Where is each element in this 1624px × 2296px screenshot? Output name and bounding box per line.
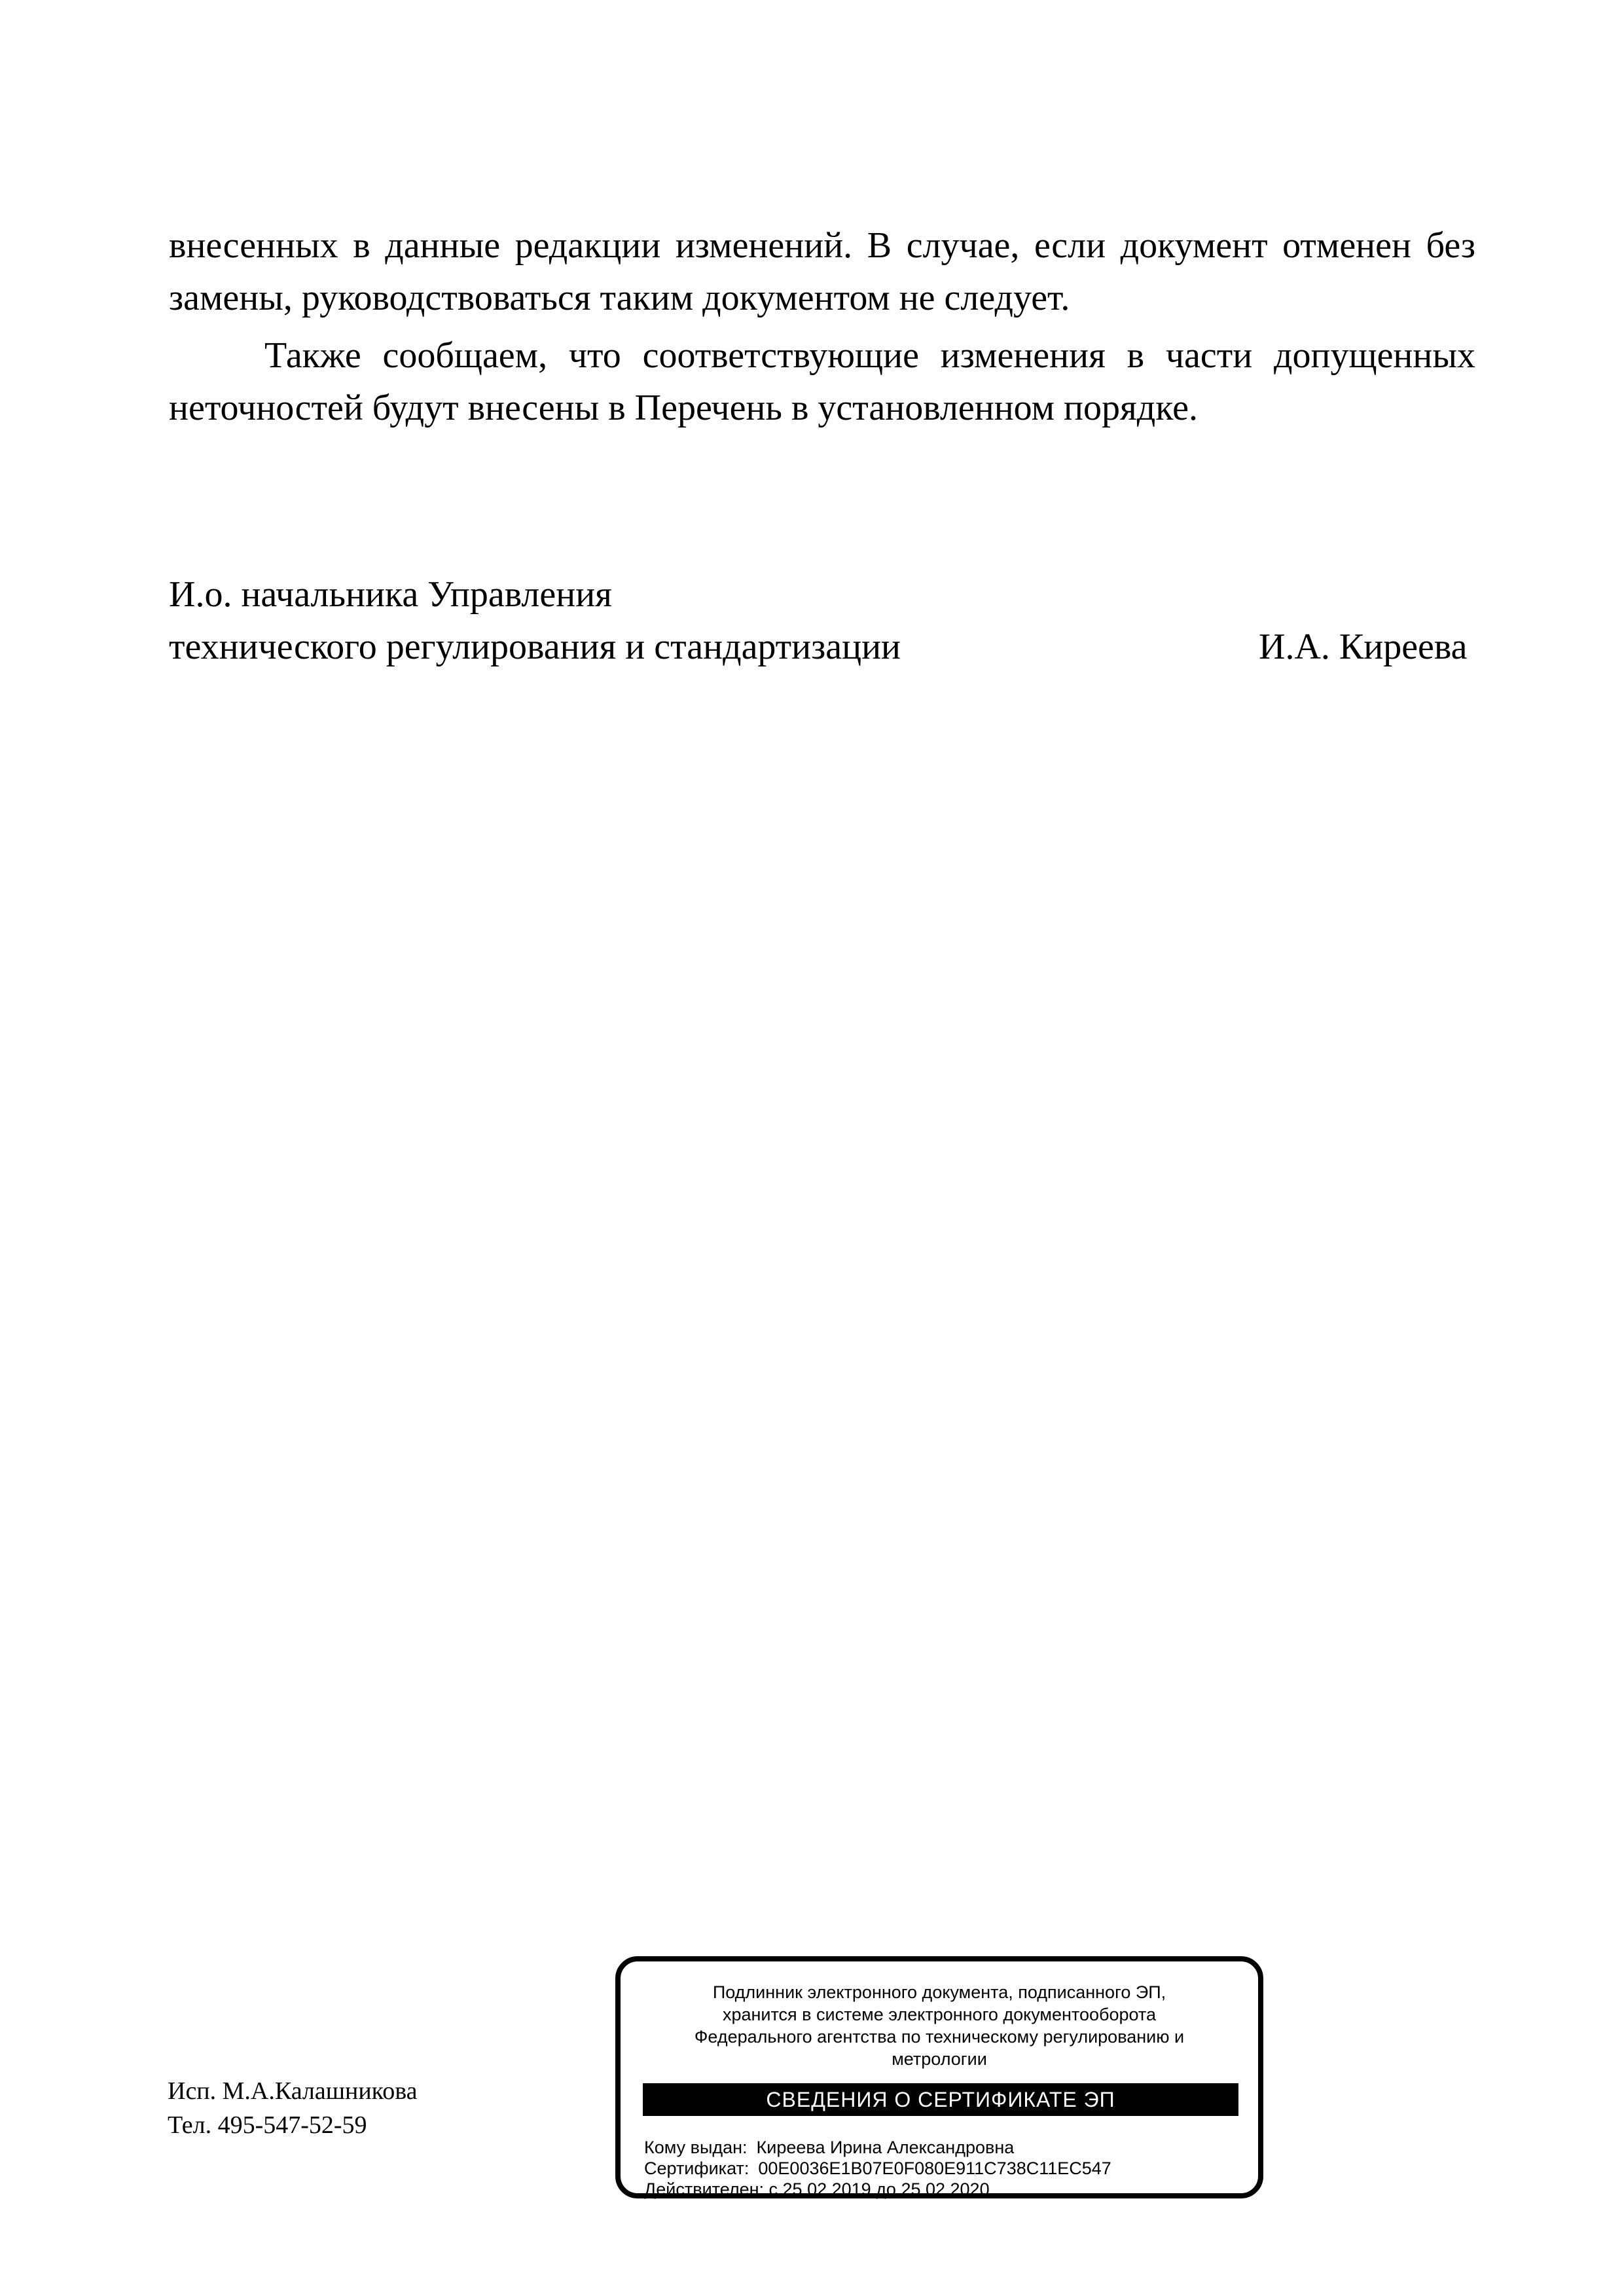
- stamp-issued-to-label: Кому выдан:: [644, 2138, 748, 2157]
- signatory-name: И.А. Киреева: [1259, 627, 1468, 667]
- stamp-header-line-1: Подлинник электронного документа, подписанного ЭП,: [712, 1982, 1166, 2002]
- stamp-valid-row: Действителен: с 25.02.2019 до 25.02.2020: [644, 2179, 990, 2199]
- body-paragraph-2-line-1: Также сообщаем, что соответствующие изменения в части допущенных: [264, 335, 1475, 376]
- signature-position-text-2: технического регулирования и стандартизации: [169, 627, 901, 667]
- body-paragraph-1-line-1: внесенных в данные редакции изменений. В случае, если документ отменен без: [169, 225, 1475, 266]
- signature-block: [169, 568, 1478, 673]
- stamp-issued-to-row: [644, 2137, 1111, 2158]
- executor-name: Исп. М.А.Калашникова: [168, 2077, 418, 2105]
- executor-info: [168, 2074, 418, 2142]
- electronic-signature-stamp: [615, 1956, 1263, 2198]
- stamp-certificate-value: 00E0036E1B07E0F080E911C738C11EC547: [758, 2159, 1111, 2178]
- signature-position-line-2: [169, 621, 1478, 673]
- stamp-header-line-4: метрологии: [892, 2049, 987, 2069]
- stamp-certificate-details: [644, 2137, 1111, 2200]
- stamp-header-line-2: хранится в системе электронного документооборота: [722, 2005, 1157, 2024]
- signature-position-text-1: И.о. начальника Управления: [169, 574, 612, 615]
- stamp-title-bar: СВЕДЕНИЯ О СЕРТИФИКАТЕ ЭП: [643, 2083, 1238, 2116]
- signature-position-line-1: [169, 568, 1478, 621]
- stamp-certificate-label: Сертификат:: [644, 2159, 749, 2178]
- body-paragraph-2-line-2: неточностей будут внесены в Перечень в установленном порядке.: [169, 388, 1198, 428]
- stamp-header: [621, 1981, 1258, 2070]
- executor-phone: Тел. 495-547-52-59: [168, 2111, 367, 2139]
- stamp-header-line-3: Федерального агентства по техническому регулированию и: [694, 2027, 1185, 2047]
- stamp-issued-to-value: Киреева Ирина Александровна: [756, 2138, 1015, 2157]
- stamp-certificate-row: [644, 2158, 1111, 2179]
- body-paragraph-1-line-2: замены, руководствоваться таким документом не следует.: [169, 278, 1070, 318]
